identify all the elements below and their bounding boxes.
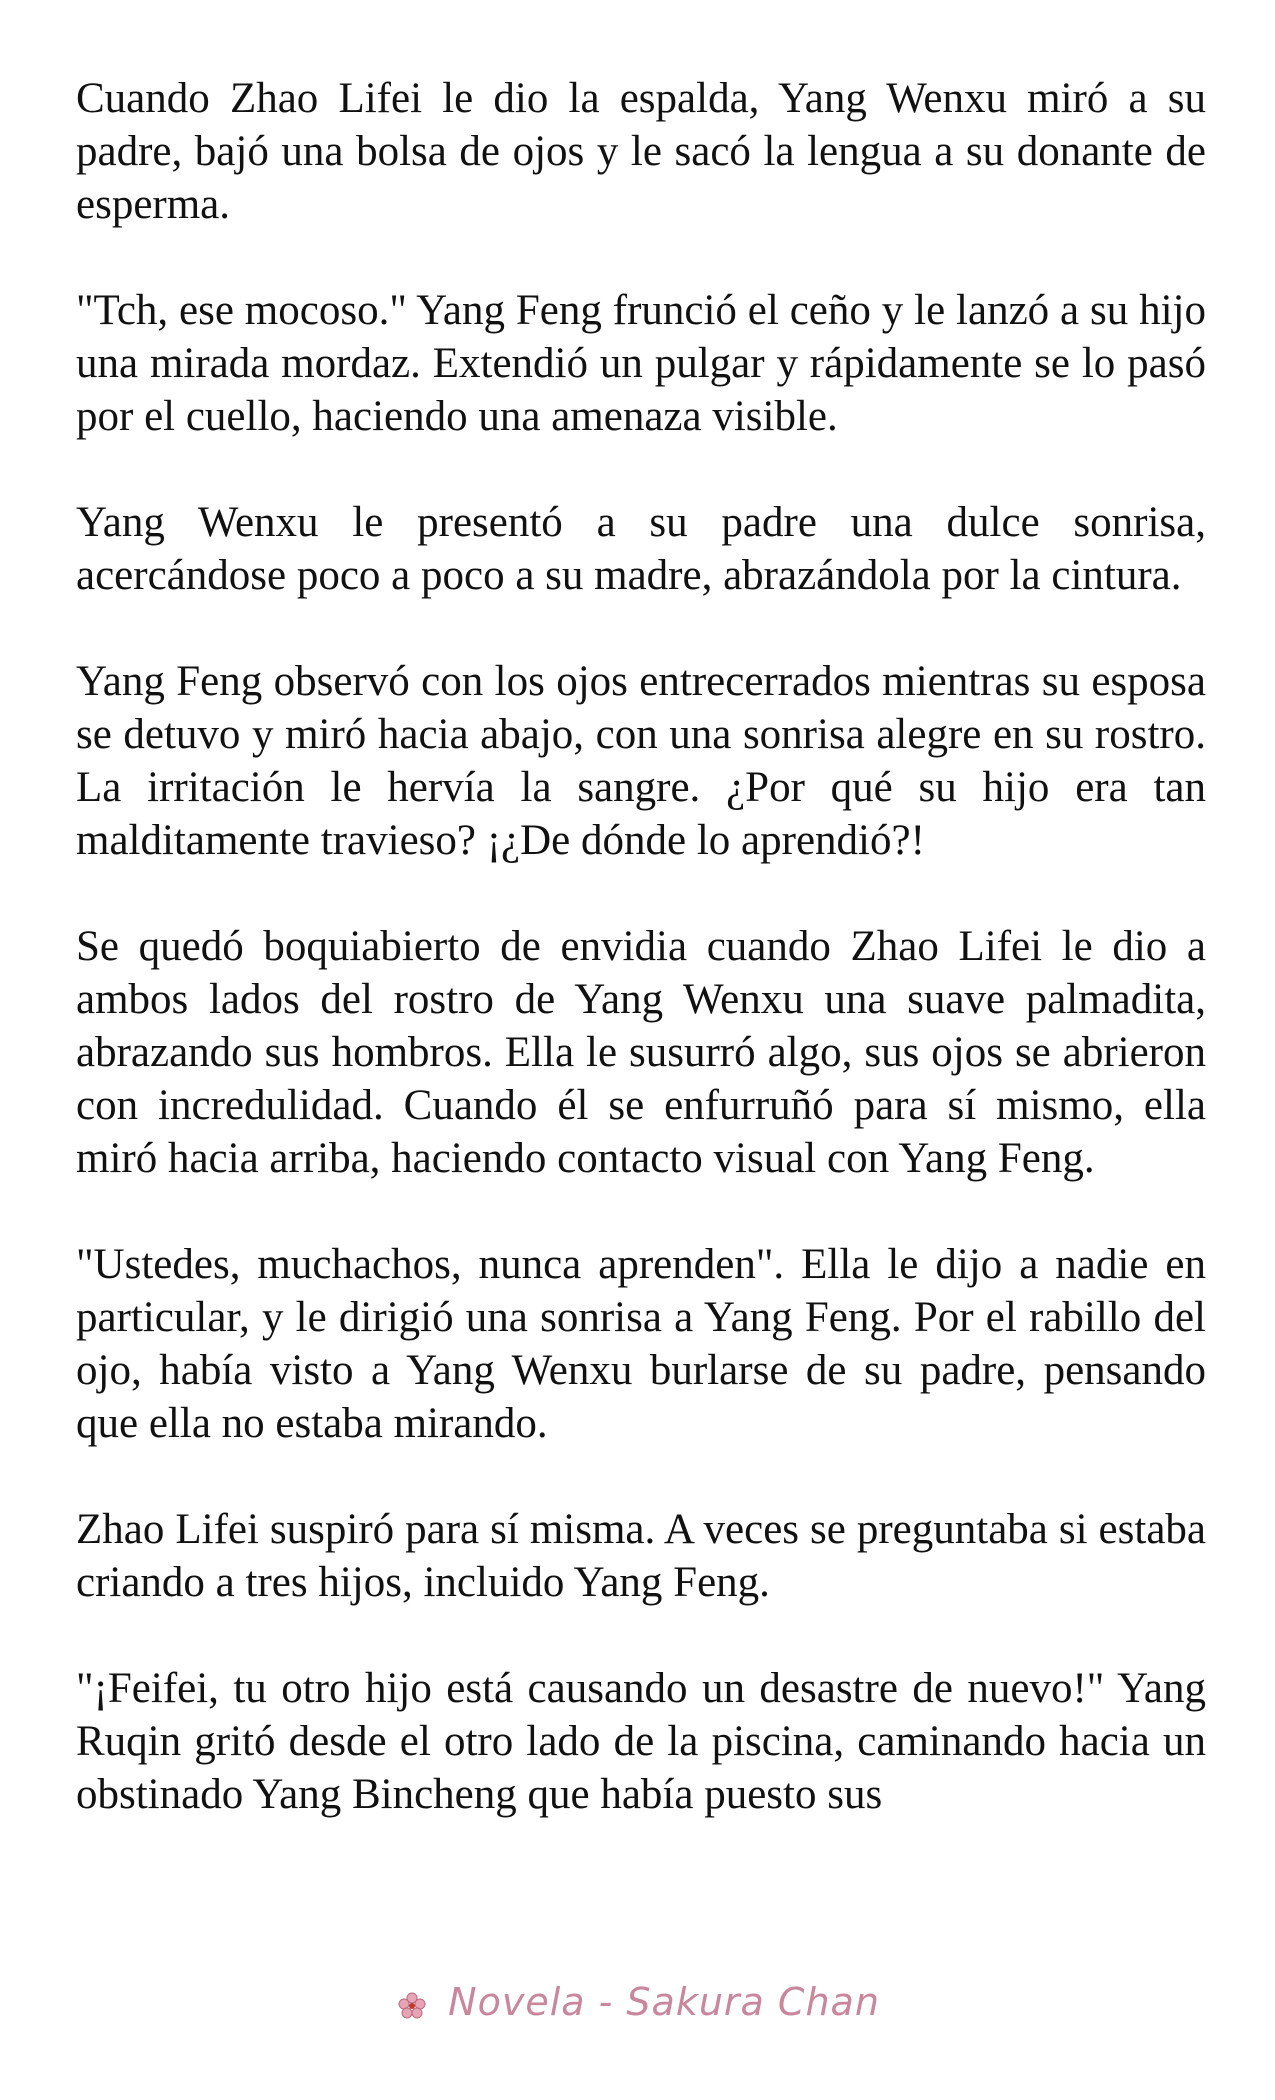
paragraph-8: "¡Feifei, tu otro hijo está causando un desastre de nuevo!" Yang Ruqin gritó desde el otro lado de la piscina, caminando hacia un obstinado Yang Bincheng que había puesto sus [76,1665,1206,1818]
paragraph-1: Cuando Zhao Lifei le dio la espalda, Yang Wenxu miró a su padre, bajó una bolsa de ojos y le sacó la lengua a su donante de esperma. [76,75,1206,228]
watermark [0,1980,1275,2024]
sakura-flower-icon [395,1980,448,2024]
paragraph-4: Yang Feng observó con los ojos entrecerrados mientras su esposa se detuvo y miró hacia abajo, con una sonrisa alegre en su rostro. La irritación le hervía la sangre. ¿Por qué su hijo era tan malditamente travieso? ¡¿De dónde lo aprendió?! [76,658,1206,864]
document-body [76,72,1206,1821]
paragraph-2: "Tch, ese mocoso." Yang Feng frunció el ceño y le lanzó a su hijo una mirada mordaz. Extendió un pulgar y rápidamente se lo pasó por el cuello, haciendo una amenaza visible. [76,287,1206,440]
paragraph-7: Zhao Lifei suspiró para sí misma. A veces se preguntaba si estaba criando a tres hijos, incluido Yang Feng. [76,1506,1206,1606]
paragraph-5: Se quedó boquiabierto de envidia cuando Zhao Lifei le dio a ambos lados del rostro de Yang Wenxu una suave palmadita, abrazando sus hombros. Ella le susurró algo, sus ojos se abrieron con incredulidad. Cuando él se enfurruñó para sí mismo, ella miró hacia arriba, haciendo contacto visual con Yang Feng. [76,923,1206,1182]
watermark-text: Novela - Sakura Chan [448,1980,880,2024]
paragraph-3: Yang Wenxu le presentó a su padre una dulce sonrisa, acercándose poco a poco a su madre, abrazándola por la cintura. [76,499,1206,599]
paragraph-6: "Ustedes, muchachos, nunca aprenden". Ella le dijo a nadie en particular, y le dirigió una sonrisa a Yang Feng. Por el rabillo del ojo, había visto a Yang Wenxu burlarse de su padre, pensando que ella no estaba mirando. [76,1241,1206,1447]
